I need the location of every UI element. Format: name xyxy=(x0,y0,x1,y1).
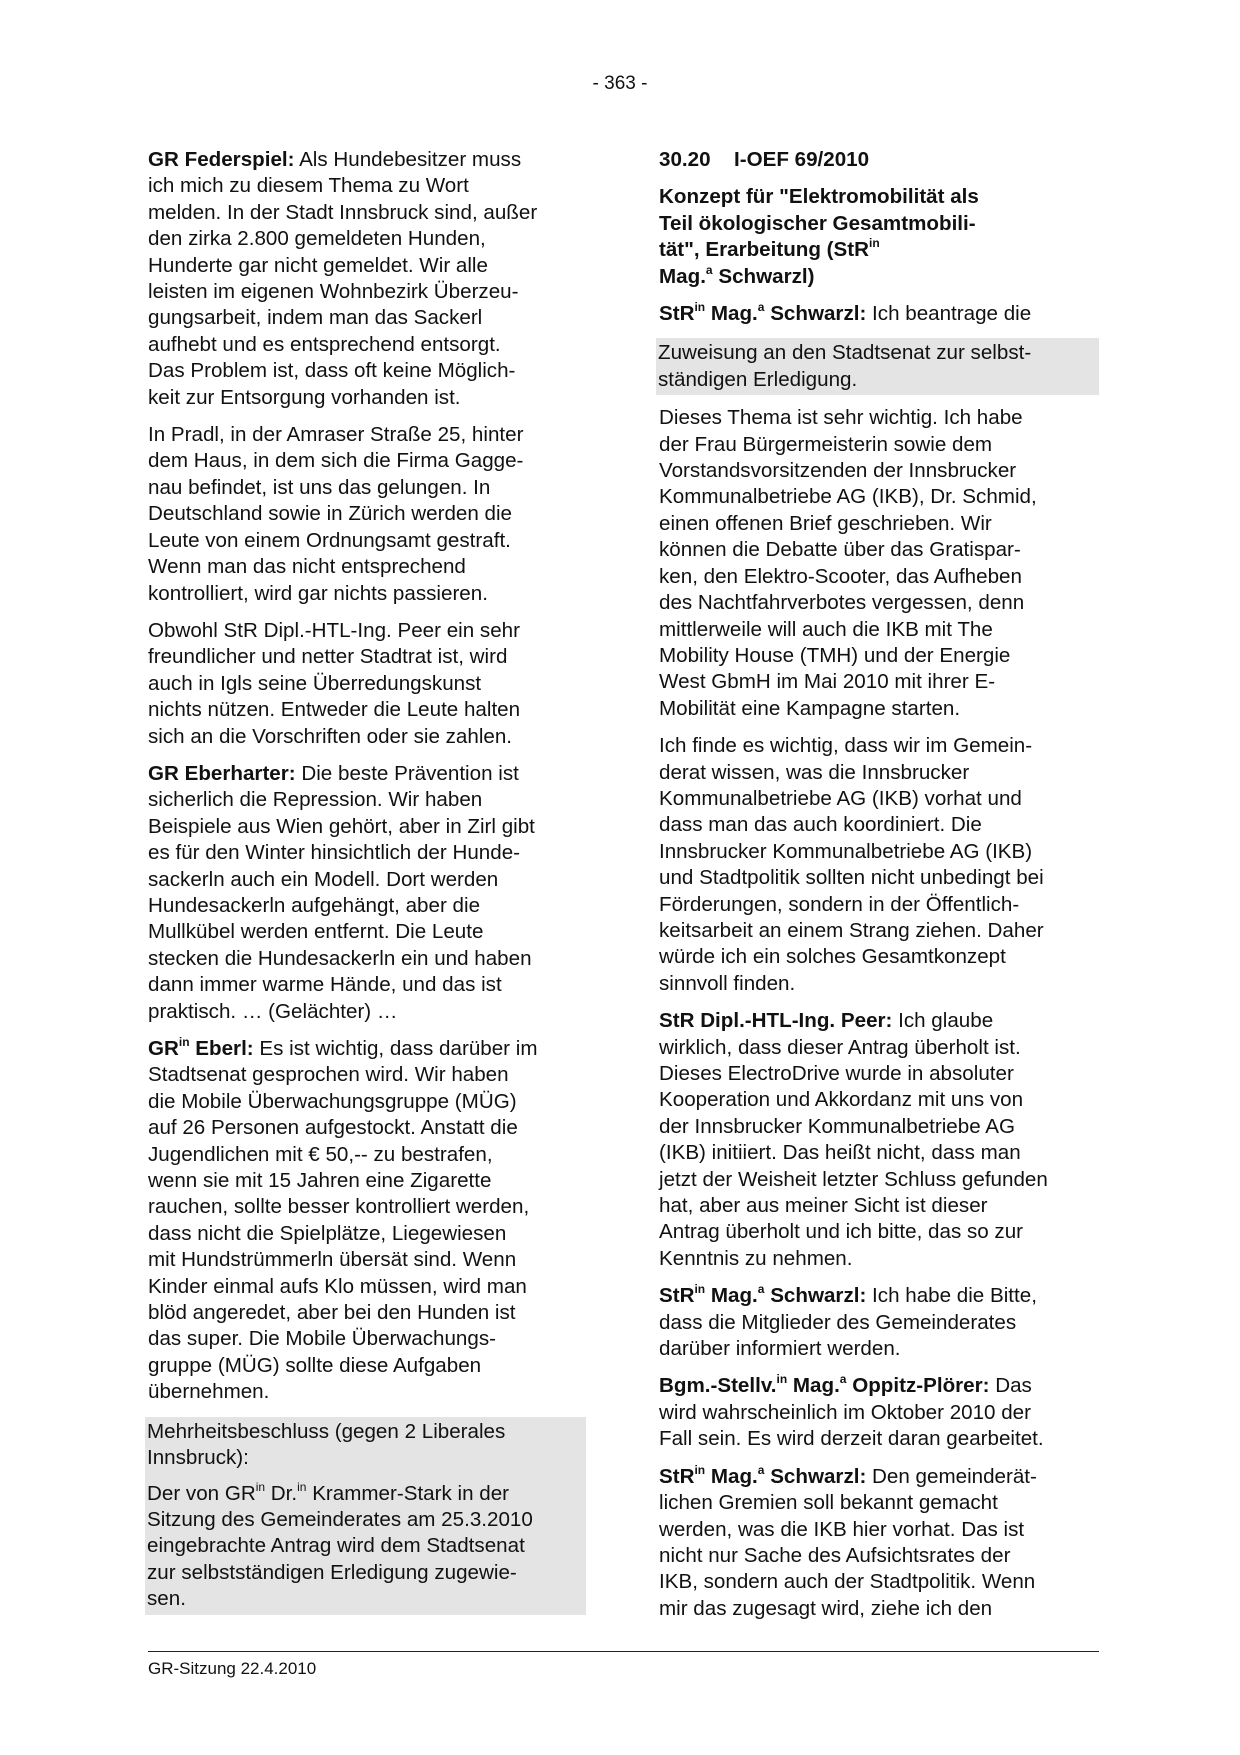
paragraph-federspiel xyxy=(148,147,586,411)
paragraph-pradl: In Pradl, in der Amraser Straße 25, hinter dem Haus, in dem sich die Firma Gagge- nau befindet, ist uns das gelungen. In Deutschland sowie in Zürich werden die Leute von einem Ordnungsamt gestraft. Wenn man das nicht entsprechend kontrolliert, wird gar nichts passieren. xyxy=(148,423,524,605)
speaker-label: GR Federspiel: xyxy=(148,148,295,171)
speaker-label: Bgm.-Stellv.$^{in}$ Mag.$^a$ Oppitz-Plörer: xyxy=(659,1372,990,1398)
paragraph-text: Es ist wichtig, dass darüber im Stadtsenat gesprochen wird. Wir haben die Mobile Überwachungsgruppe (MÜG) auf 26 Personen aufgestockt. Anstatt die Jugendlichen mit € 50,-- zu bestrafen, wenn sie mit 15 Jahren eine Zigarette rauchen, sollte besser kontrolliert werden, dass nicht die Spielplätze, Liegewiesen mit Hundstrümmerln übersät sind. Wenn Kinder einmal aufs Klo müssen, wird man blöd angeredet, aber bei den Hunden ist das super. Die Mobile Überwachungs- gruppe (MÜG) sollte diese Aufgaben übernehmen. xyxy=(148,1037,538,1404)
paragraph-igls: Obwohl StR Dipl.-HTL-Ing. Peer ein sehr freundlicher und netter Stadtrat ist, wird auch in Igls seine Überredungskunst nichts nützen. Entweder die Leute halten sich an die Vorschriften oder sie zahlen. xyxy=(148,618,521,748)
motion-box xyxy=(656,338,1099,395)
paragraph-oppitz-ploerer xyxy=(659,1373,1099,1452)
page-number: - 363 - xyxy=(592,73,648,94)
paragraph-eberharter xyxy=(148,761,586,1025)
speaker-label: GR Eberharter: xyxy=(148,761,296,785)
speaker-label: StR$^{in}$ Mag.$^a$ Schwarzl: xyxy=(659,1282,867,1308)
paragraph-text: Ich glaube wirklich, dass dieser Antrag überholt ist. Dieses ElectroDrive wurde in absoluter Kooperation und Akkordanz mit uns von der Innsbrucker Kommunalbetriebe AG (IKB) initiiert. Das heißt nicht, dass man jetzt der Weisheit letzter Schluss gefunden hat, aber aus meiner Sicht ist dieser Antrag überholt und ich bitte, das so zur Kenntnis zu nehmen. xyxy=(659,1009,1048,1270)
paragraph-text: Das wird wahrscheinlich im Oktober 2010 der Fall sein. Es wird derzeit daran gearbeitet. xyxy=(659,1374,1044,1451)
footer-divider xyxy=(148,1651,1099,1652)
agenda-title: Konzept für "Elektromobilität als Teil ökologischer Gesamtmobili- tät", Erarbeitung (StR$^{in}$ Mag.$^a$ Schwarzl) xyxy=(659,185,979,288)
paragraph-text: Ich habe die Bitte, dass die Mitglieder des Gemeinderates darüber informiert werden. xyxy=(659,1284,1037,1361)
motion-text: Zuweisung an den Stadtsenat zur selbst- ständigen Erledigung. xyxy=(658,341,1032,391)
paragraph-text: Die beste Prävention ist sicherlich die Repression. Wir haben Beispiele aus Wien gehört, aber in Zirl gibt es für den Winter hinsichtlich der Hunde- sackerln auch ein Modell. Dort werden Hundesackerln aufgehängt, aber die Mullkübel werden entfernt. Die Leute stecken die Hundesackerln ein und haben dann immer warme Hände, und das ist praktisch. … (Gelächter) … xyxy=(148,761,535,1023)
speaker-label: $GR^{in}$ Eberl: xyxy=(148,1035,254,1060)
paragraph-schwarzl-1 xyxy=(659,301,1099,327)
agenda-item-heading xyxy=(659,147,1099,173)
resolution-heading: Mehrheitsbeschluss (gegen 2 Liberales Innsbruck): xyxy=(147,1419,506,1470)
agenda-number: 30.20 xyxy=(659,148,711,171)
speaker-label: StR Dipl.-HTL-Ing. Peer: xyxy=(659,1009,893,1033)
resolution-box xyxy=(145,1417,586,1615)
footer-session-label: GR-Sitzung 22.4.2010 xyxy=(148,1659,317,1678)
paragraph-text: Als Hundebesitzer muss ich mich zu diesem Thema zu Wort melden. In der Stadt Innsbruck sind, außer den zirka 2.800 gemeldeten Hunden, Hunderte gar nicht gemeldet. Wir alle leisten im eigenen Wohnbezirk Überzeu- gungsarbeit, indem man das Sackerl aufhebt und es entsprechend entsorgt. Das Problem ist, dass oft keine Möglich- keit zur Entsorgung vorhanden ist. xyxy=(148,148,538,409)
left-column xyxy=(148,147,586,1625)
paragraph-text: Ich beantrage die xyxy=(866,302,1032,326)
paragraph-gemeinderat: Ich finde es wichtig, dass wir im Gemein- derat wissen, was die Innsbrucker Kommunalbetriebe AG (IKB) vorhat und dass man das auch koordiniert. Die Innsbrucker Kommunalbetriebe AG (IKB) und Stadtpolitik sollten nicht unbedingt bei Förderungen, sondern in der Öffentlich- keitsarbeit an einem Strang ziehen. Daher würde ich ein solches Gesamtkonzept sinnvoll finden. xyxy=(659,734,1044,995)
paragraph-schwarzl-2 xyxy=(659,1283,1099,1362)
paragraph-thema: Dieses Thema ist sehr wichtig. Ich habe der Frau Bürgermeisterin sowie dem Vorstandsvorsitzenden der Innsbrucker Kommunalbetriebe AG (IKB), Dr. Schmid, einen offenen Brief geschrieben. Wir können die Debatte über das Gratispar- ken, den Elektro-Scooter, das Aufheben des Nachtfahrverbotes vergessen, denn mittlerweile will auch die IKB mit The Mobility House (TMH) und der Energie West GbmH im Mai 2010 mit ihrer E- Mobilität eine Kampagne starten. xyxy=(659,406,1037,720)
paragraph-text: Den gemeinderät- lichen Gremien soll bekannt gemacht werden, was die IKB hier vorhat. Das ist nicht nur Sache des Aufsichtsrates der IKB, sondern auch der Stadtpolitik. Wenn mir das zugesagt wird, ziehe ich den xyxy=(659,1464,1037,1620)
speaker-label: StR$^{in}$ Mag.$^a$ Schwarzl: xyxy=(659,1462,867,1488)
speaker-label: StR$^{in}$ Mag.$^a$ Schwarzl: xyxy=(659,300,867,326)
agenda-code: I-OEF 69/2010 xyxy=(734,148,870,171)
paragraph-peer xyxy=(659,1008,1099,1272)
right-column xyxy=(659,147,1099,1633)
resolution-text: Der von $GR^{in}$ Dr.$^{in}$ Krammer-Stark in der Sitzung des Gemeinderates am 25.3.2010 eingebrachte Antrag wird dem Stadtsenat zur selbstständigen Erledigung zugewie- sen. xyxy=(147,1479,533,1611)
paragraph-schwarzl-3 xyxy=(659,1464,1099,1622)
paragraph-eberl xyxy=(148,1036,586,1406)
